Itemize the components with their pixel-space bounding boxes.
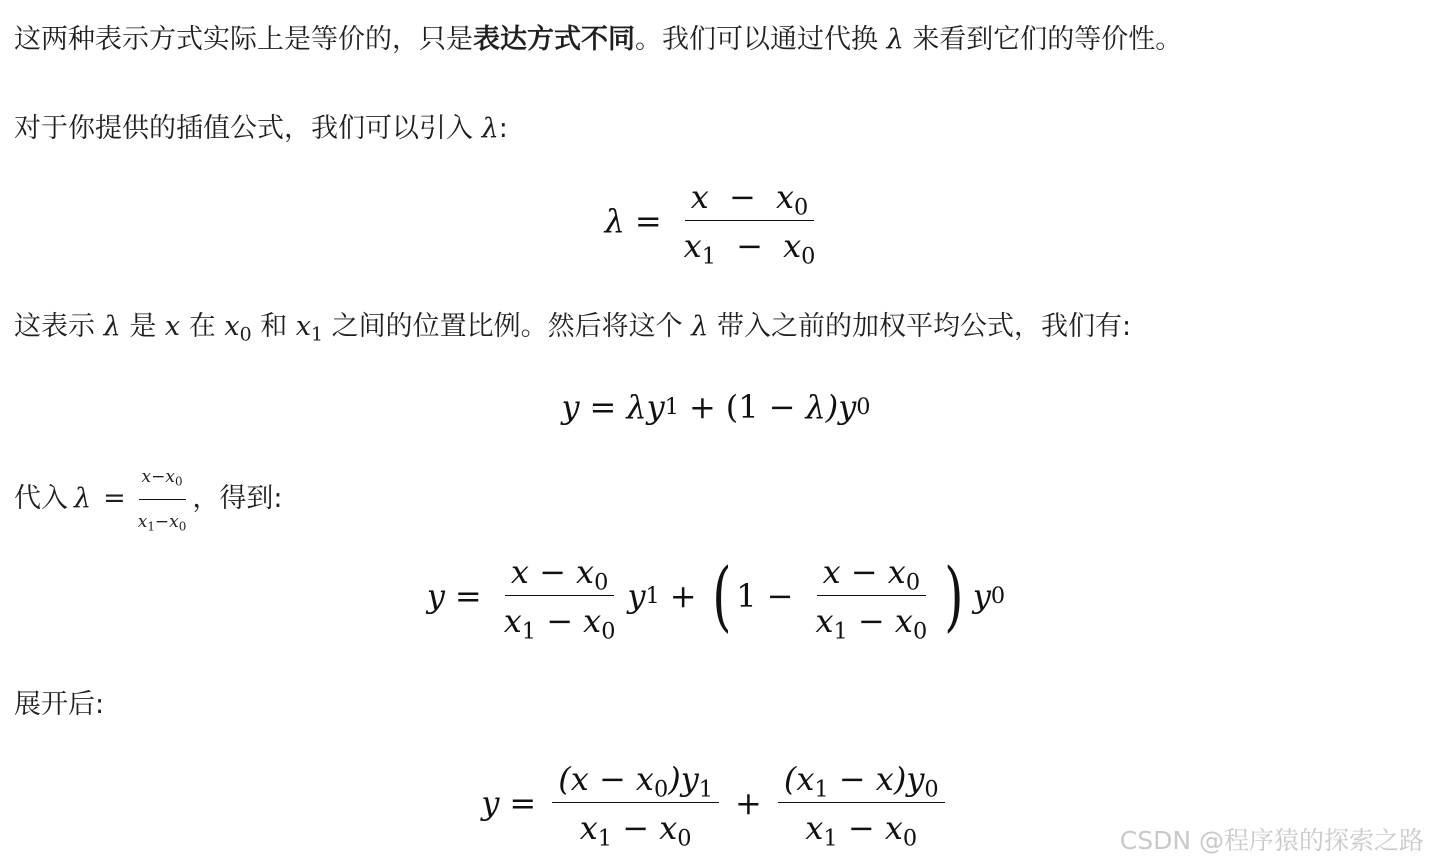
expand-label: 展开后:: [14, 689, 105, 720]
var-x: x: [295, 311, 312, 342]
var-x: x: [683, 226, 702, 265]
lambda-symbol: λ: [691, 311, 709, 342]
subscript: 1: [701, 242, 716, 269]
fraction-denominator: [498, 596, 622, 644]
var-x: x: [690, 177, 709, 216]
var-x: x: [503, 601, 522, 640]
var-y: y: [972, 577, 991, 615]
subscript: 0: [912, 617, 928, 644]
minus-sign: −: [729, 177, 756, 216]
paragraph-lambda-meaning: [14, 307, 1131, 347]
subscript: 0: [677, 824, 692, 851]
denominator-mid: −x: [154, 511, 179, 532]
subscript: 1: [698, 775, 714, 802]
paragraph-intro: [14, 20, 1182, 60]
var-x: x: [579, 808, 598, 847]
numerator-text: x−x: [141, 466, 175, 487]
minus-sign: −: [768, 388, 796, 426]
subscript: 0: [902, 824, 918, 851]
text: 是: [129, 311, 157, 342]
subscript: 1: [814, 775, 829, 802]
right-big-paren: ): [944, 551, 964, 640]
subscript: 0: [905, 568, 921, 595]
inline-fraction: [135, 457, 190, 542]
fraction-numerator: [817, 553, 927, 596]
var-x: x: [137, 511, 148, 532]
fraction: [552, 759, 719, 851]
equation-weighted-average: y = λ y 1 + (1 − λ) y 0: [561, 388, 871, 426]
lambda-symbol: λ: [481, 113, 499, 144]
lambda-close-paren: λ): [805, 388, 839, 426]
eq-lambda: λ: [604, 202, 625, 240]
fraction-denominator: [799, 803, 923, 851]
var-x: x: [224, 311, 240, 342]
text: 这表示: [14, 311, 95, 342]
subscript: 0: [174, 473, 183, 488]
var-x: x: [164, 311, 181, 342]
equation-lambda-definition: [0, 177, 1432, 269]
eq-equals: =: [454, 577, 482, 615]
subscript: 1: [823, 824, 838, 851]
text: ，得到:: [192, 483, 283, 514]
lambda-symbol: λ: [103, 311, 121, 342]
subscript: 0: [601, 617, 616, 644]
plus-sign: +: [688, 388, 716, 426]
colon: :: [498, 113, 508, 144]
subscript: 0: [239, 323, 252, 346]
fraction: [678, 177, 822, 269]
lambda-symbol: λ: [886, 24, 904, 55]
intro-text-end: 来看到它们的等价性。: [912, 24, 1183, 55]
fraction: [498, 552, 622, 644]
paragraph-introduce-lambda: [14, 109, 508, 149]
fraction-numerator: [552, 760, 719, 803]
var-x: x: [815, 601, 834, 640]
subscript: 1: [597, 824, 613, 851]
numerator-text: x − x: [822, 552, 906, 591]
var-y: y: [627, 577, 646, 615]
minus-sign: −: [736, 226, 763, 265]
fraction-numerator: [778, 760, 945, 803]
denominator-text: − x: [837, 808, 903, 847]
var-y: y: [481, 784, 500, 822]
fraction: [778, 759, 945, 851]
fraction-denominator: [135, 500, 190, 542]
subscript: 1: [311, 323, 324, 346]
subscript: 0: [594, 568, 609, 595]
fraction-denominator: [809, 596, 933, 644]
denominator-text: − x: [847, 601, 913, 640]
eq-equals: =: [509, 784, 537, 822]
fraction-numerator: [685, 178, 815, 221]
paragraph-expand: [14, 685, 104, 725]
introduce-text: 对于你提供的插值公式，我们可以引入: [14, 113, 473, 144]
var-x: x: [805, 808, 824, 847]
fraction-denominator: [678, 221, 822, 269]
fraction-denominator: [574, 803, 698, 851]
eq-equals: =: [634, 202, 662, 240]
var-y: y: [838, 388, 857, 426]
text: 带入之前的加权平均公式，我们有:: [716, 311, 1132, 342]
var-y: y: [426, 577, 445, 615]
denominator-text: − x: [612, 808, 678, 847]
subscript: 1: [521, 617, 537, 644]
var-x: x: [783, 226, 802, 265]
subscript: 0: [794, 193, 809, 220]
subscript: 0: [924, 775, 939, 802]
equation-substituted: y = $\frac{x - x_0}{x_1 - x_0}$ y 1 + ( 1 − $\frac{x - x_0}{x_1 - x_0}$ ) y 0: [426, 551, 1006, 644]
lambda-symbol: λ: [626, 388, 647, 426]
fraction-numerator: [139, 457, 186, 500]
left-big-paren: (: [711, 551, 732, 640]
var-x: x: [776, 177, 795, 216]
subscript: 1: [147, 518, 155, 533]
text: 代入: [14, 483, 68, 514]
numerator-text: (x − x: [558, 759, 654, 798]
numerator-text: )y: [668, 759, 699, 798]
number-one: 1: [736, 577, 757, 615]
numerator-text: − x)y: [828, 759, 925, 798]
var-y: y: [561, 388, 580, 426]
denominator-text: − x: [536, 601, 602, 640]
intro-text-mid: 。我们可以通过代换: [635, 24, 878, 55]
text: 之间的位置比例。然后将这个: [331, 311, 683, 342]
eq-equals: =: [103, 483, 126, 514]
paragraph-substitute: [14, 466, 283, 533]
text: 和: [260, 311, 288, 342]
open-paren-one: (1: [725, 388, 759, 426]
eq-equals: =: [589, 388, 617, 426]
fraction: [809, 552, 933, 644]
csdn-watermark: CSDN @程序猿的探索之路: [1119, 826, 1424, 855]
plus-sign: +: [735, 784, 762, 822]
plus-sign: +: [669, 577, 697, 615]
intro-text-start: 这两种表示方式实际上是等价的，只是: [14, 24, 473, 55]
subscript: 0: [178, 518, 187, 533]
subscript: 0: [801, 242, 816, 269]
intro-bold-text: 表达方式不同: [473, 24, 635, 55]
lambda-symbol: λ: [74, 483, 92, 514]
numerator-text: x − x: [510, 552, 595, 591]
text: 在: [188, 311, 216, 342]
subscript: 0: [653, 775, 669, 802]
subscript: 1: [833, 617, 848, 644]
fraction-numerator: [505, 553, 615, 596]
var-y: y: [646, 388, 665, 426]
minus-sign: −: [766, 577, 794, 615]
numerator-text: (x: [783, 759, 815, 798]
